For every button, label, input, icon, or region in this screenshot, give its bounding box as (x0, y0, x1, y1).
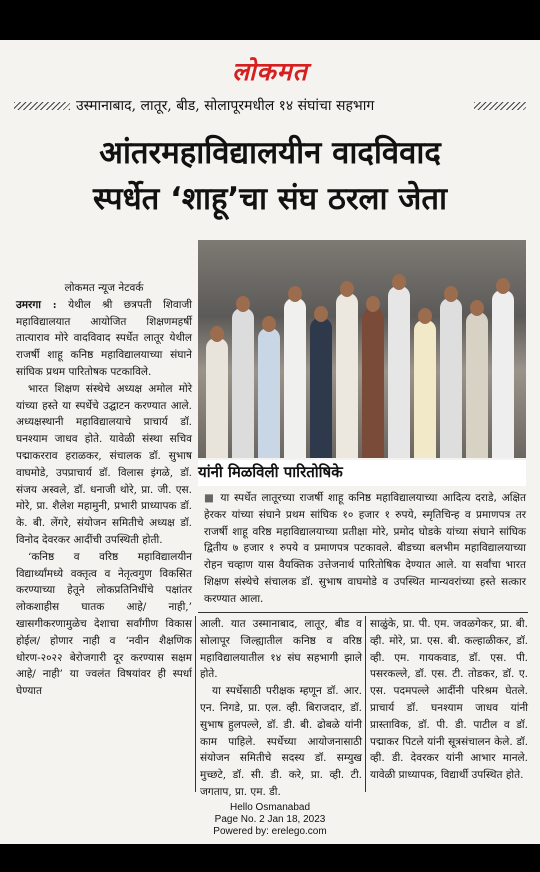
photo-figure-head (262, 316, 276, 332)
winners-box (204, 490, 526, 608)
photo-figure-head (340, 281, 354, 297)
photo-figure (466, 312, 488, 458)
photo-figure-head (470, 300, 484, 316)
winners-text: या स्पर्धेत लातूरच्या राजर्षी शाहू कनिष्ठ महाविद्यालयाच्या आदित्य दराडे, अक्षित हेरकर यांच्या संघाने प्रथम सांघिक १० हजार १ रुपये, स्मृतिचिन्ह व प्रमाणपत्र तर राजर्षी शाहू वरिष्ठ महाविद्यालयाच्या प्रतीक्षा मोरे, प्रमोद घोडके यांच्या संघाने सांघिक द्वितीय ७ हजार १ रुपये व प्रमाणपत्र पटकावले. बीडच्या बलभीम महाविद्यालयाच्या रोहन चव्हाण यास वैयक्तिक उत्तेजनार्थ पारितोषिक देण्यात आले. या सर्वांचा भारत शिक्षण संस्थेचे संचालक डॉ. सुभाष वाघमोडे व उपस्थित मान्यवरांच्या हस्ते सत्कार करण्यात आला. (204, 492, 526, 605)
photo-figure (336, 293, 358, 458)
article-paragraph (16, 297, 192, 381)
photo-figure (232, 308, 254, 458)
photo-figure-head (288, 286, 302, 302)
article-paragraph: भारत शिक्षण संस्थेचे अध्यक्ष अमोल मोरे यांच्या हस्ते या स्पर्धेचे उद्घाटन करण्यात आले. अध्यक्षस्थानी महाविद्यालयाचे प्राचार्य डॉ. घनश्याम जाधव होते. यावेळी संस्था सचिव पद्माकरराव हराळकर, संचालक डॉ. सुभाष वाघमोडे, उपप्राचार्य डॉ. विलास इंगळे, डॉ. संजय अस्वले, डॉ. धनाजी थोरे, प्रा. जी. एस. मोरे, प्रा. शैलेश महामुनी, प्रभारी प्राध्यापक डॉ. के. बी. लेंगरे, संयोजन समितीचे अध्यक्ष डॉ. विनोद देवरकर आदींची उपस्थिती होती. (16, 382, 192, 546)
photo-figure (206, 338, 228, 458)
photo-figure-head (496, 278, 510, 294)
newspaper-masthead: लोकमत (232, 57, 308, 86)
photo-figure (492, 290, 514, 458)
article-paragraph: साळुंके, प्रा. पी. एम. जवळगेकर, प्रा. बी. व्ही. मोरे, प्रा. एस. बी. कल्हाळीकर, डॉ. व्ही. एम. गायकवाड, डॉ. एस. पी. पसरकल्ले, डॉ. एस. टी. तोडकर, डॉ. ए. एस. पदमपल्ले आदींनी परिश्रम घेतले. प्राचार्य डॉ. घनश्याम जाधव यांनी प्रास्ताविक, डॉ. पी. डी. पाटील व डॉ. पद्माकर पिटले यांनी सूत्रसंचालन केले. डॉ. व्ही. डी. देवरकर यांनी आभार मानले. यावेळी प्राध्यापक, विद्यार्थी उपस्थित होते. (370, 618, 528, 782)
divider-vertical (365, 616, 366, 792)
newspaper-page (0, 40, 540, 844)
article-column-1 (16, 280, 192, 700)
hatch-decoration-right (474, 102, 526, 110)
photo-figure-head (314, 306, 328, 322)
article-column-3 (370, 616, 528, 784)
photo-figure (258, 328, 280, 458)
photo-figure-head (236, 296, 250, 312)
photo-figure (310, 318, 332, 458)
group-photo (198, 240, 526, 458)
divider-horizontal (198, 612, 528, 613)
photo-figure-head (444, 286, 458, 302)
headline-line-2: स्पर्धेत ‘शाहू’चा संघ ठरला जेता (92, 181, 448, 217)
footer-powered-by: Powered by: erelego.com (213, 826, 327, 837)
photo-figure (388, 286, 410, 458)
article-column-2 (200, 616, 362, 801)
bullet-square-icon: ■ (204, 492, 216, 504)
hatch-decoration-left (14, 102, 70, 110)
subhead-box (198, 460, 526, 486)
byline: लोकमत न्यूज नेटवर्क (64, 282, 144, 294)
divider-vertical (195, 616, 196, 792)
footer-publication: Hello Osmanabad (229, 802, 311, 813)
article-paragraph: आली. यात उस्मानाबाद, लातूर, बीड व सोलापूर जिल्ह्यातील कनिष्ठ व वरिष्ठ महाविद्यालयातील १४ संघ सहभागी झाले होते. (200, 618, 362, 681)
article-paragraph-text: येथील श्री छत्रपती शिवाजी महाविद्यालयात आयोजित शिक्षणमहर्षी तात्याराव मोरे वादविवाद स्पर्धेत लातूर येथील राजर्षी शाहू कनिष्ठ महाविद्यालयाच्या संघाने सांघिक प्रथम पारितोषक पटकाविले. (16, 298, 192, 378)
headline (10, 130, 530, 222)
subhead: यांनी मिळविली पारितोषिके (198, 463, 343, 481)
page-footer (0, 802, 540, 838)
photo-figure (284, 298, 306, 458)
article-paragraph: या स्पर्धेसाठी परीक्षक म्हणून डॉ. आर. एन. निगडे, प्रा. एल. व्ही. बिराजदार, डॉ. सुभाष हुलपल्ले, डॉ. डी. बी. ढोबळे यांनी काम पाहिले. स्पर्धेच्या आयोजनासाठी संयोजन समितीचे सदस्य डॉ. सम्युख मुच्छटे, डॉ. सी. डी. करे, प्रा. व्ही. टी. जगताप, प्रा. एम. डी. (200, 685, 362, 798)
strap-row (14, 96, 526, 116)
photo-figure-head (392, 274, 406, 290)
headline-line-1: आंतरमहाविद्यालयीन वादविवाद (99, 135, 441, 171)
photo-figure (440, 298, 462, 458)
photo-figure (362, 308, 384, 458)
footer-page-date: Page No. 2 Jan 18, 2023 (214, 814, 326, 825)
article-paragraph: ‘कनिष्ठ व वरिष्ठ महाविद्यालयीन विद्यार्थ्यांमध्ये वक्तृत्व व नेतृत्वगुण विकसित करण्याच्या हेतूने लोकप्रतिनिधींचे पक्षांतर लोकशाहीस घातक आहे/ नाही,’ खासगीकरणामुळेच देशाचा सर्वांगीण विकास होईल/ होणार नाही व ‘नवीन शैक्षणिक धोरण-२०२२ बेरोजगारी दूर करण्यास सक्षम आहे/ नाही’ या ज्वलंत विषयांवर ही स्पर्धा घेण्यात (16, 550, 192, 698)
photo-figure-head (418, 308, 432, 324)
photo-figure-head (366, 296, 380, 312)
strap-line: उस्मानाबाद, लातूर, बीड, सोलापूरमधील १४ संघांचा सहभाग (76, 98, 375, 114)
photo-figure (414, 320, 436, 458)
dateline: उमरगा : (16, 298, 57, 311)
photo-figure-head (210, 326, 224, 342)
